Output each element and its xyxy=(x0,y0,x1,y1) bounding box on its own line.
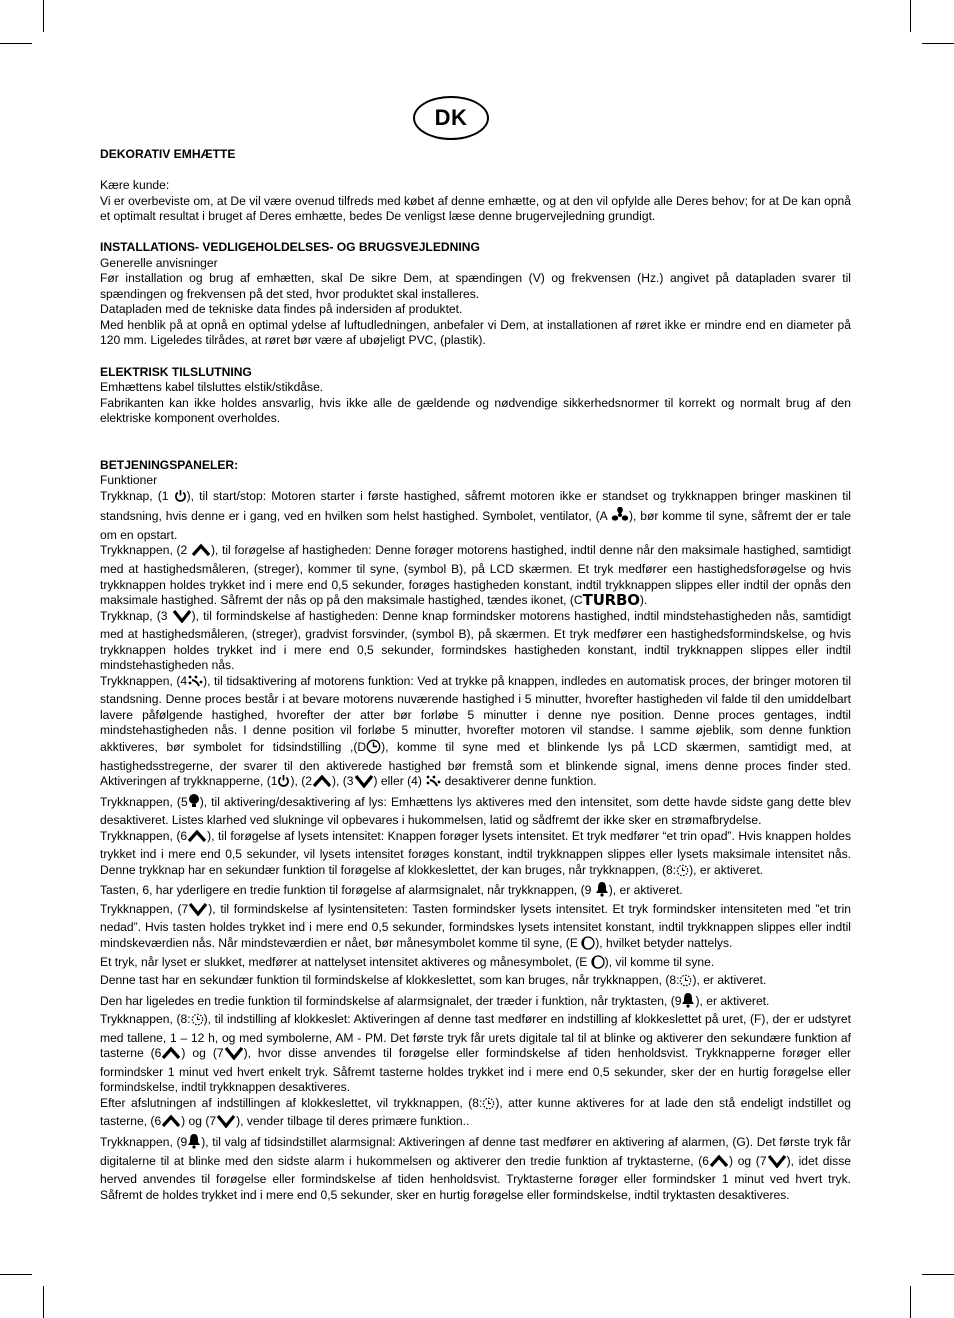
chevron-up-icon xyxy=(191,543,211,562)
install-heading: INSTALLATIONS- VEDLIGEHOLDELSES- OG BRUGSVEJLEDNING xyxy=(100,240,480,255)
text-run: ) eller (4) xyxy=(373,774,426,789)
text-run: ), til formindskelse af hastigheden: Denne knap formindsker motorens hastighed, indtil mindstehastigheden nås, samtidigt med at hastighedsmåleren, (streger), gradvist forsvinder, (symbol B), på skærmen. Et tryk medfører een hastighedsformindskelse, og hvis trykknappen holdes trykket ind i mere end 0,5 sekunder, formindskes hastigheden konstant, indtil trykknappen slippes eller indtil mindstehastigheden nås. xyxy=(100,608,851,673)
power-icon xyxy=(277,774,290,793)
document-title: DEKORATIV EMHÆTTE xyxy=(100,147,236,161)
text-run: Trykknappen, (7 xyxy=(100,901,189,916)
chevron-up-icon xyxy=(312,774,332,793)
text-run: Trykknappen, (8: xyxy=(100,1012,191,1027)
text-run: ), er aktiveret. xyxy=(689,862,764,877)
language-badge: DK xyxy=(413,96,489,140)
button-8-end-paragraph xyxy=(100,1096,851,1133)
text-run: Tasten, 6, har yderligere en tredie funktion til forøgelse af alarmsignalet, når trykknappen, (9 xyxy=(100,883,595,898)
clock-set-icon xyxy=(482,1097,495,1115)
crop-mark xyxy=(922,1274,954,1275)
button-7-clock-paragraph xyxy=(100,973,851,992)
text-run: ) og (7 xyxy=(181,1114,217,1129)
crop-mark xyxy=(910,0,911,32)
text-run: ), (3 xyxy=(331,774,354,789)
install-subheading: Generelle anvisninger xyxy=(100,255,218,270)
crop-mark xyxy=(43,1286,44,1318)
clock-set-icon xyxy=(679,974,692,992)
crop-mark xyxy=(910,1286,911,1318)
text-run: ) og (7 xyxy=(729,1153,767,1168)
chevron-up-icon xyxy=(161,1046,181,1065)
text-run: ), til indstilling af klokkeslet: Aktiveringen af denne tast medfører en indstilling af klokkeslettet på uret, (F), der er udstyret med tallene, 1 – 12 h, og med symbolerne, AM - PM. Det første tryk får urets digitale tal til at blinke og aktiverer den sekundære funktion af tasterne (6 xyxy=(100,1012,852,1061)
text-run: ) og (7 xyxy=(181,1046,224,1061)
chevron-down-icon xyxy=(172,609,192,628)
install-paragraph: Datapladen med de tekniske data findes på indersiden af produktet. xyxy=(100,302,463,317)
text-run: ), til formindskelse af lysintensiteten: Tasten formindsker lysets intensitet. Et tryk formindsker intensiteten med ”et trin nedad”. Hvis tasten holdes trykket ind i mere end 0,5 sekunder, formindskes lysets intensitet konstant, indtil trykknappen slippes eller indtil mindskeværdien nås. Når mindsteværdien er nået, bør månesymbolet komme til syne, (E xyxy=(100,901,851,951)
chevron-up-icon xyxy=(187,829,207,848)
text-run: Trykknappen, (9 xyxy=(100,1135,188,1150)
text-run: Trykknap, (3 xyxy=(100,608,172,623)
text-run: Denne tast har en sekundær funktion til formindskelse af klokkeslettet, som kan bruges, når trykknappen, (8: xyxy=(100,973,680,988)
button-3-paragraph xyxy=(100,609,851,674)
install-paragraph: Før installation og brug af emhætten, skal De sikre Dem, at spændingen (V) og frekvensen (Hz.) angivet på datapladen svarer til spændingen og frekvensen på det sted, hvor produktet skal installeres. xyxy=(100,271,851,301)
crop-mark xyxy=(0,1274,32,1275)
chevron-down-icon xyxy=(767,1154,787,1173)
fan-icon xyxy=(611,507,629,528)
text-run: ). xyxy=(639,593,648,608)
greeting: Kære kunde: xyxy=(100,178,170,193)
crop-mark xyxy=(43,0,44,32)
text-run: Den har ligeledes en tredie funktion til formindskelse af alarmsignalet, der træder i funktion, når tryktasten, (9 xyxy=(100,993,682,1008)
crop-mark xyxy=(922,43,954,44)
timer-icon xyxy=(187,674,203,693)
text-run: ), til valg af tidsindstillet alarmsignal: Aktiveringen af denne tast medfører en aktivering af alarmen, (G). Det første tryk får digitalerne til at blinke med den sidste alarm i hukommelsen og aktiverer den tredie funktion af tryktasterne, (6 xyxy=(100,1135,851,1168)
electric-paragraph: Fabrikanten kan ikke holdes ansvarlig, hvis ikke alle de gældende og nødvendige sikkerhedsnormer til korrekt og normalt brug af den elektriske komponent overholdes. xyxy=(100,395,851,426)
chevron-down-icon xyxy=(224,1046,244,1065)
electric-heading: ELEKTRISK TILSLUTNING xyxy=(100,364,252,379)
button-6-alarm-paragraph xyxy=(100,881,851,902)
text-run: ), vender tilbage til deres primære funktion.. xyxy=(236,1114,470,1129)
text-run: ), til start/stop: Motoren starter i første hastighed, såfremt motoren ikke er standset og trykknappen bringer maskinen til standsning, hvis denne er i gang, ved en hvilken som helst hastighed. Symbolet, ventilator, (A xyxy=(100,488,851,524)
text-run: ), atter kunne aktiveres for at lade den stå endeligt indstillet og tasterne, (6 xyxy=(100,1095,851,1129)
bulb-icon xyxy=(188,793,200,814)
text-run: ), til forøgelse af hastigheden: Denne forøger motorens hastighed, indtil denne når den maksimale hastighed, samtidigt med at hastighedsmåleren, (streger), kommer til syne, (symbol B), på LCD skærmen. Et tryk medfører een hastighedsforøgelse og hvis trykknappen holdes trykket ind i mere end 0,5 sekunder, forøges hastigheden konstant, indtil trykknappen slippes eller indtil der opnås den maksimale hastighed. Såfremt der nås op på den maksimale hastighed, tændes ikonet, (C xyxy=(100,543,851,608)
text-run: ), til tidsaktivering af motorens funktion: Ved at trykke på knappen, indledes en automatisk proces, der bringer motoren til standsning. Denne proces består i at bevare motorens nuværende hastighed i 5 minutter, hvorefter hastigheden vil falde til den umiddelbart lavere påfølgende hastighed, hvorefter der atter bør forløbe 5 minutter i denne nye position. Denne proces gentages, indtil mindstehastigheden nås. I denne position vil forløbe 5 minutter, hvorefter motoren vil standse. I samme øjeblik, som denne funktion akktiveres, bør symbolet for tidsindstilling ,(D xyxy=(100,673,852,754)
button-7-paragraph xyxy=(100,902,851,955)
button-8-paragraph xyxy=(100,1012,851,1096)
button-4-paragraph xyxy=(100,674,851,793)
text-run: Efter afslutningen af indstillingen af klokkeslettet, vil trykknappen, (8: xyxy=(100,1095,483,1110)
text-run: Trykknappen, (4 xyxy=(100,673,188,688)
turbo-icon: TURBO xyxy=(582,591,640,610)
text-run: ), er aktiveret. xyxy=(692,973,767,988)
button-7-alarm-paragraph xyxy=(100,992,851,1013)
text-run: Trykknap, (1 xyxy=(100,488,174,503)
install-paragraph: Med henblik på at opnå en optimal ydelse af luftudledningen, anbefaler vi Dem, at installationen af røret ikke er mindre end en diameter på 120 mm. Ligeledes tilrådes, at røret bør være af ubøjeligt PVC, (plastik). xyxy=(100,317,851,348)
chevron-down-icon xyxy=(188,902,208,921)
bell-icon xyxy=(595,881,609,902)
text-run: ), hvor disse anvendes til forøgelse eller formindskelse af tiden henholdsvist. Trykknapperne forøger eller formindsker 1 minut ved hvert enkelt tryk. Såfremt tasterne holdes trykket ind i mere end 0,5 sekunder, sker der en hurtig forøgelse eller formindskelse, indtil trykknappen desaktiveres. xyxy=(100,1046,851,1095)
text-run: ), hvilket betyder nattelys. xyxy=(595,936,733,951)
text-run: ), til aktivering/desaktivering af lys: Emhættens lys aktiveres med den intensitet, som dette havde sidste gang dette blev desaktiveret. Listes klarhed ved slukninge vil opbevares i hukommelsen, latid og sådfremt der ikke sker en strømafbrydelse. xyxy=(100,794,851,828)
text-run: ), er aktiveret. xyxy=(608,883,683,898)
button-7-night-paragraph xyxy=(100,955,851,974)
power-icon xyxy=(174,489,187,508)
clock-set-icon xyxy=(676,864,689,882)
text-run: ), komme til syne med et blinkende lys på LCD skærmen, samtidigt med, at hastighedsstregerne, der svarer til den aktiverede hastighed bør fremstå som et blinkende signal, imens denne proces finder sted. Aktiveringen af trykknapperne, (1 xyxy=(100,740,851,789)
clock-icon xyxy=(366,739,381,759)
chevron-up-icon xyxy=(709,1154,729,1173)
panel-subheading: Funktioner xyxy=(100,473,158,488)
text-run: Trykknappen, (6 xyxy=(100,828,188,843)
text-run: Trykknappen, (5 xyxy=(100,794,188,809)
clock-set-icon xyxy=(191,1013,204,1031)
text-run: ), bør komme til syne, såfremt der er tale om en opstart. xyxy=(100,509,852,542)
button-2-paragraph xyxy=(100,543,851,608)
text-run: Trykknappen, (2 xyxy=(100,543,191,558)
button-1-paragraph xyxy=(100,489,851,544)
text-run: ), til forøgelse af lysets intensitet: Knappen forøger lysets intensitet. Et tryk medfører “et trin opad”. Hvis knappen holdes trykket ind i mere end 0,5 sekunder, vil lysets intensitet forøges konstant, indtil trykknappen slippes eller lysets maksimale intensitet nås. Denne trykknap har en sekundær funktion til forøgelse af klokkeslettet, der kan bruges, når trykknappen, (8: xyxy=(100,828,851,877)
text-run: desaktiverer denne funktion. xyxy=(444,774,597,789)
moon-icon xyxy=(591,955,605,974)
moon-icon xyxy=(581,936,595,955)
text-run: ), idet disse herved anvendes til forøgelse eller formindskelse af tiden henholdsvist. Tryktasterne forøger eller formindsker 1 minut ved hvert tryk. Såfremt de holdes trykket ind i mere end 0,5 sekunder, sker en hurtig forøgelse eller formindskelse, indtil tryktasten desaktiveres. xyxy=(100,1153,852,1202)
bell-icon xyxy=(187,1133,201,1154)
text-run: ), vil komme til syne. xyxy=(604,954,715,969)
electric-paragraph: Emhættens kabel tilsluttes elstik/stikdåse. xyxy=(100,380,324,395)
chevron-up-icon xyxy=(161,1114,181,1133)
timer-icon xyxy=(425,774,441,793)
button-9-paragraph xyxy=(100,1133,851,1203)
text-run: ), (2 xyxy=(290,774,312,789)
bell-icon xyxy=(681,992,695,1013)
chevron-down-icon xyxy=(216,1114,236,1133)
intro-paragraph: Vi er overbeviste om, at De vil være ovenud tilfreds med købet af denne emhætte, og at den vil opfylde alle Deres behov; for at De kan opnå et optimalt resultat i bruget af Deres emhætte, bedes De venligst læse denne brugervejledning grundigt. xyxy=(100,193,851,224)
crop-mark xyxy=(0,43,32,44)
chevron-down-icon xyxy=(354,774,374,793)
button-5-paragraph xyxy=(100,793,851,829)
button-6-paragraph xyxy=(100,829,851,882)
text-run: ), er aktiveret. xyxy=(695,993,770,1008)
panel-heading: BETJENINGSPANELER: xyxy=(100,457,239,472)
manual-content xyxy=(100,147,851,1203)
text-run: Et tryk, når lyset er slukket, medfører at nattelyset intensitet aktiveres og månesymbolet, (E xyxy=(100,954,591,969)
